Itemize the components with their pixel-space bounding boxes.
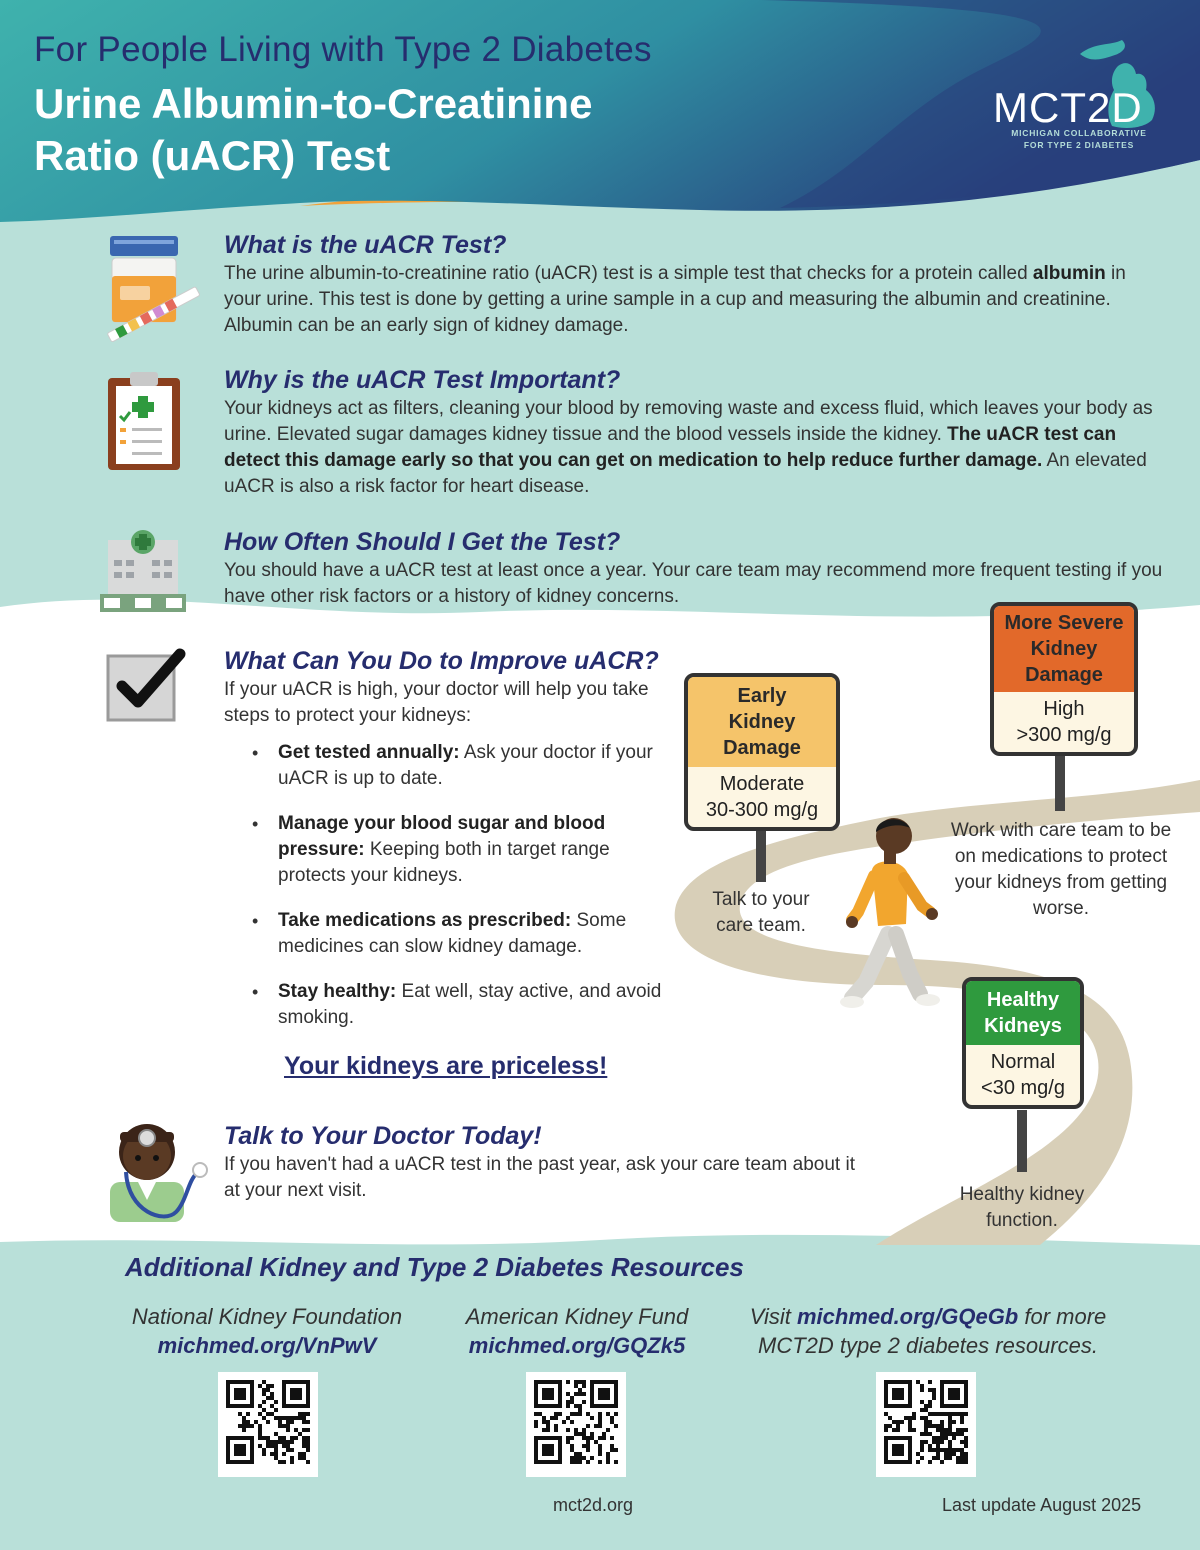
resource-nkf xyxy=(112,1302,422,1360)
hospital-icon xyxy=(100,528,186,616)
improve-heading: What Can You Do to Improve uACR? xyxy=(224,647,659,675)
why-bold: The uACR test can detect this damage early so that you can get on medication to help reduce further damage. xyxy=(224,424,1117,471)
sign-severe-range xyxy=(994,692,1134,752)
resource-mct2d xyxy=(728,1302,1128,1360)
what-paragraph xyxy=(224,261,1164,339)
sign-severe-title: More Severe Kidney Damage xyxy=(994,606,1134,692)
header-subtitle: For People Living with Type 2 Diabetes xyxy=(34,30,652,69)
clipboard-icon xyxy=(104,368,184,473)
resource-mct2d-link[interactable]: michmed.org/GQeGb xyxy=(796,1304,1019,1329)
mct2d-logo-tagline xyxy=(993,127,1165,151)
doctor-icon xyxy=(104,1112,212,1224)
checkbox-checked-icon xyxy=(104,648,186,724)
resource-mct2d-line-1: Visit michmed.org/GQeGb for more xyxy=(749,1304,1107,1329)
qr-pattern xyxy=(534,1380,618,1464)
qr-code-nkf[interactable] xyxy=(218,1372,318,1477)
why-heading: Why is the uACR Test Important? xyxy=(224,366,621,394)
title-line-1: Urine Albumin-to-Creatinine xyxy=(34,80,593,127)
walking-person-illustration xyxy=(838,814,950,1014)
list-item: • Get tested annually: Ask your doctor if your uACR is up to date. xyxy=(248,740,668,792)
what-bold: albumin xyxy=(1032,263,1106,284)
often-paragraph: You should have a uACR test at least once a year. Your care team may recommend more frequent testing if you have other risk factors or a history of kidney concerns. xyxy=(224,560,1163,607)
sign-healthy-range xyxy=(966,1045,1080,1105)
healthy-caption: Healthy kidney function. xyxy=(959,1184,1085,1231)
qr-pattern xyxy=(226,1380,310,1464)
urine-cup-icon xyxy=(98,232,208,347)
sign-early-level: Moderate xyxy=(719,773,805,795)
logo-tagline-line-2: FOR TYPE 2 DIABETES xyxy=(1023,140,1135,150)
talk-paragraph: If you haven't had a uACR test in the past year, ask your care team about it at your next visit. xyxy=(224,1154,855,1201)
healthy-sign-post xyxy=(1017,1110,1027,1172)
resource-nkf-link[interactable]: michmed.org/VnPwV xyxy=(157,1333,377,1358)
sign-healthy-title: Healthy Kidneys xyxy=(966,981,1080,1045)
sign-healthy-value: <30 mg/g xyxy=(981,1077,1065,1099)
qr-code-akf[interactable] xyxy=(526,1372,626,1477)
severe-caption: Work with care team to be on medications to protect your kidneys from getting worse. xyxy=(950,820,1172,919)
qr-code-mct2d[interactable] xyxy=(876,1372,976,1477)
kidneys-priceless-link[interactable]: Your kidneys are priceless! xyxy=(284,1052,608,1080)
title-line-2: Ratio (uACR) Test xyxy=(34,132,391,179)
what-text-2: in your urine. This test is done by getting a urine sample in a cup and measuring the albumin and creatinine. Albumin can be an early sign of kidney damage. xyxy=(224,263,1126,336)
improve-bullet-list xyxy=(248,740,668,1050)
resource-akf-link[interactable]: michmed.org/GQZk5 xyxy=(468,1333,686,1358)
qr-pattern xyxy=(884,1380,968,1464)
resource-nkf-name: National Kidney Foundation xyxy=(131,1304,403,1329)
sign-early-title: Early Kidney Damage xyxy=(688,677,836,767)
page-title xyxy=(34,78,734,182)
sign-healthy-kidneys xyxy=(962,977,1084,1109)
sign-severe-level: High xyxy=(1043,698,1085,720)
resource-akf-name: American Kidney Fund xyxy=(465,1304,689,1329)
why-paragraph xyxy=(224,396,1174,500)
resources-heading: Additional Kidney and Type 2 Diabetes Resources xyxy=(125,1252,744,1282)
early-caption: Talk to your care team. xyxy=(712,889,810,936)
resource-mct2d-line-2: MCT2D type 2 diabetes resources. xyxy=(758,1333,1098,1358)
footer-site[interactable]: mct2d.org xyxy=(553,1495,634,1515)
what-text-1: The urine albumin-to-creatinine ratio (uACR) test is a simple test that checks for a protein called xyxy=(224,263,1028,284)
sign-severe-kidney-damage xyxy=(990,602,1138,756)
sign-early-value: 30-300 mg/g xyxy=(705,799,819,821)
resource-akf xyxy=(438,1302,716,1360)
list-item: • Stay healthy: Eat well, stay active, and avoid smoking. xyxy=(248,979,668,1031)
why-text-1: Your kidneys act as filters, cleaning your blood by removing waste and excess fluid, which leaves your body as urine. Elevated sugar damages kidney tissue and the blood vessels inside the kidney. xyxy=(224,398,1153,445)
list-item: • Take medications as prescribed: Some medicines can slow kidney damage. xyxy=(248,908,668,960)
list-item: • Manage your blood sugar and blood pressure: Keeping both in target range protects your kidneys. xyxy=(248,811,668,889)
what-heading: What is the uACR Test? xyxy=(224,231,507,259)
improve-paragraph: If your uACR is high, your doctor will help you take steps to protect your kidneys: xyxy=(224,679,649,726)
why-text-2: An elevated uACR is also a risk factor for heart disease. xyxy=(224,450,1147,497)
mct2d-logo: MCT2D xyxy=(993,84,1143,131)
talk-heading: Talk to Your Doctor Today! xyxy=(224,1122,542,1150)
footer-last-updated: Last update August 2025 xyxy=(942,1495,1142,1515)
logo-tagline-line-1: MICHIGAN COLLABORATIVE xyxy=(1011,128,1147,138)
often-heading: How Often Should I Get the Test? xyxy=(224,528,621,556)
sign-severe-value: >300 mg/g xyxy=(1016,724,1112,746)
sign-early-range xyxy=(688,767,836,827)
sign-early-kidney-damage xyxy=(684,673,840,831)
sign-healthy-level: Normal xyxy=(990,1051,1056,1073)
